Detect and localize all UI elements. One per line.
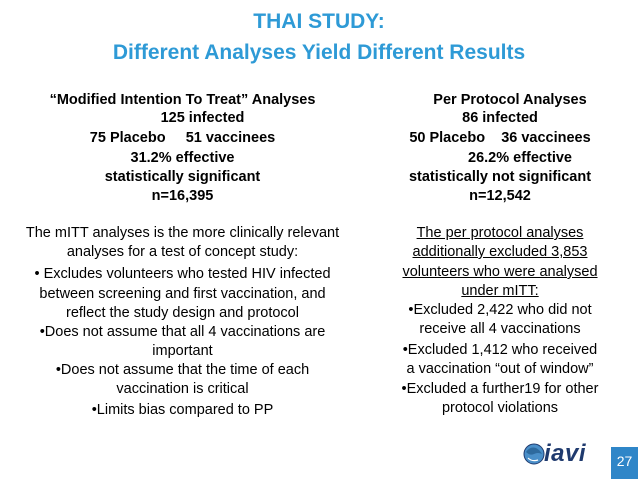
mitt-significance: statistically significant — [104, 169, 261, 185]
pp-bullet-2: •Excluded 1,412 who received — [402, 342, 598, 358]
mitt-body-line-2: analyses for a test of concept study: — [66, 244, 299, 260]
pp-body-line-4: under mITT: — [461, 283, 539, 299]
mitt-bullet-1: • Excludes volunteers who tested HIV infected — [34, 266, 331, 282]
pp-bullet-1: •Excluded 2,422 who did not — [408, 302, 592, 318]
mitt-bullet-2-cont: important — [152, 343, 213, 359]
pp-infected: 86 infected — [462, 110, 538, 126]
mitt-bullet-2: •Does not assume that all 4 vaccinations are — [39, 324, 326, 340]
pp-body-line-1: The per protocol analyses — [416, 225, 584, 241]
mitt-infected: 125 infected — [160, 110, 245, 126]
page-number: 27 — [616, 453, 633, 469]
mitt-bullet-3: •Does not assume that the time of each — [55, 362, 310, 378]
pp-n: n=12,542 — [469, 188, 531, 204]
pp-body-line-2: additionally excluded 3,853 — [412, 244, 588, 260]
mitt-effective: 31.2% effective — [130, 150, 235, 166]
pp-bullet-2-cont: a vaccination “out of window” — [406, 361, 594, 377]
pp-heading: Per Protocol Analyses — [433, 92, 587, 108]
pp-bullet-3: •Excluded a further19 for other — [401, 381, 599, 397]
pp-significance: statistically not significant — [408, 169, 592, 185]
iavi-logo-text: iavi — [544, 440, 587, 467]
mitt-body-line-1: The mITT analyses is the more clinically relevant — [25, 225, 340, 241]
mitt-breakdown: 75 Placebo 51 vaccinees — [89, 130, 276, 146]
mitt-bullet-1-cont2: reflect the study design and protocol — [66, 305, 299, 321]
pp-effective: 26.2% effective — [468, 150, 572, 166]
mitt-bullet-4: •Limits bias compared to PP — [91, 402, 274, 418]
pp-bullet-1-cont: receive all 4 vaccinations — [419, 321, 581, 337]
mitt-heading: “Modified Intention To Treat” Analyses — [49, 92, 316, 108]
pp-body-line-3: volunteers who were analysed — [402, 264, 598, 280]
mitt-n: n=16,395 — [151, 188, 214, 204]
mitt-bullet-3-cont: vaccination is critical — [116, 381, 249, 397]
slide-title-line2: Different Analyses Yield Different Results — [112, 41, 526, 64]
slide-title-line1: THAI STUDY: — [253, 10, 385, 33]
pp-bullet-3-cont: protocol violations — [441, 400, 559, 416]
pp-breakdown: 50 Placebo 36 vaccinees — [409, 130, 591, 146]
mitt-bullet-1-cont: between screening and first vaccination, and — [39, 286, 326, 302]
